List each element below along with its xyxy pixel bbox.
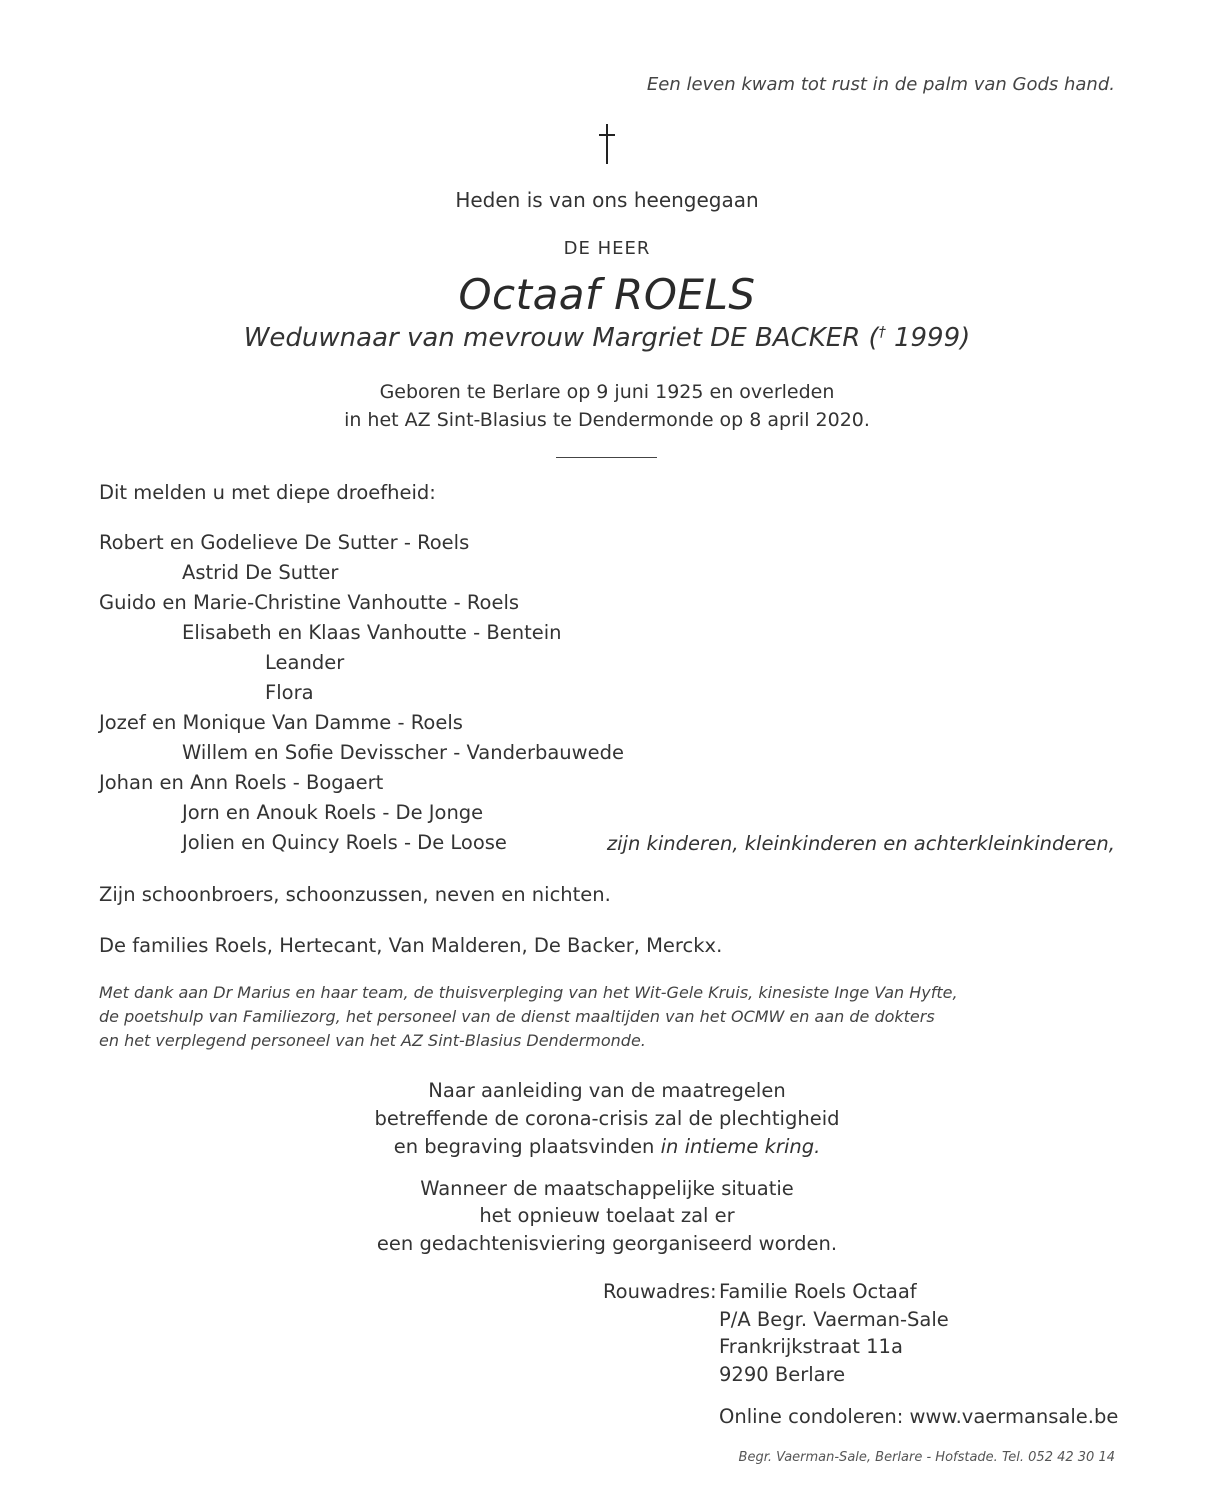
spouse-suffix: 1999) <box>885 323 971 353</box>
cross-icon <box>0 122 1214 168</box>
address-line-2: P/A Begr. Vaerman-Sale <box>719 1308 949 1331</box>
family-member: Flora <box>265 681 314 704</box>
birth-line-2: in het AZ Sint-Blasius te Dendermonde op 8 april 2020. <box>344 409 870 431</box>
address-line-1: Familie Roels Octaaf <box>719 1280 917 1303</box>
family-member: Astrid De Sutter <box>182 561 339 584</box>
corona-emphasis: in intieme kring. <box>660 1135 821 1158</box>
memorial-line-1: Wanneer de maatschappelijke situatie <box>420 1177 794 1200</box>
other-relatives: Zijn schoonbroers, schoonzussen, neven en nichten. <box>99 883 611 906</box>
spouse-prefix: Weduwnaar van mevrouw Margriet DE BACKER ( <box>243 323 879 353</box>
family-member: Jolien en Quincy Roels - De Loose <box>182 831 507 854</box>
address-label: Rouwadres: <box>603 1280 717 1303</box>
intro-text: Heden is van ons heengegaan <box>455 188 759 212</box>
corona-line-3-prefix: en begraving plaatsvinden <box>393 1135 661 1158</box>
family-member: Jozef en Monique Van Damme - Roels <box>99 711 463 734</box>
thanks-line-3: en het verplegend personeel van het AZ Sint-Blasius Dendermonde. <box>99 1031 646 1050</box>
address-line-3: Frankrijkstraat 11a <box>719 1335 903 1358</box>
birth-line-1: Geboren te Berlare op 9 juni 1925 en overleden <box>379 381 835 403</box>
corona-line-1: Naar aanleiding van de maatregelen <box>428 1079 786 1102</box>
thanks-line-2: de poetshulp van Familiezorg, het personeel van de dienst maaltijden van het OCMW en aan de dokters <box>99 1007 935 1026</box>
spouse-line <box>0 323 1214 353</box>
cross-symbol: † <box>878 324 886 341</box>
divider <box>556 457 657 458</box>
corona-line-2: betreffende de corona-crisis zal de plechtigheid <box>374 1107 840 1130</box>
online-condolence-link[interactable]: Online condoleren: www.vaermansale.be <box>719 1405 1119 1428</box>
relation-text: zijn kinderen, kleinkinderen en achterkleinkinderen, <box>606 832 1115 855</box>
announcement: Dit melden u met diepe droefheid: <box>99 481 436 504</box>
family-member: Guido en Marie-Christine Vanhoutte - Roels <box>99 591 520 614</box>
memorial-line-2: het opnieuw toelaat zal er <box>479 1204 735 1227</box>
motto-text: Een leven kwam tot rust in de palm van Gods hand. <box>646 74 1115 95</box>
corona-line-3 <box>0 1135 1214 1158</box>
family-member: Johan en Ann Roels - Bogaert <box>99 771 384 794</box>
deceased-name: Octaaf ROELS <box>458 270 756 319</box>
address-line-4: 9290 Berlare <box>719 1363 846 1386</box>
honorific-title: DE HEER <box>563 238 651 259</box>
thanks-line-1: Met dank aan Dr Marius en haar team, de thuisverpleging van het Wit-Gele Kruis, kinesiste Inge Van Hyfte, <box>99 983 958 1002</box>
family-member: Elisabeth en Klaas Vanhoutte - Bentein <box>182 621 562 644</box>
family-member: Leander <box>265 651 345 674</box>
funeral-home-footer: Begr. Vaerman-Sale, Berlare - Hofstade. Tel. 052 42 30 14 <box>738 1450 1115 1465</box>
memorial-line-3: een gedachtenisviering georganiseerd worden. <box>376 1232 838 1255</box>
family-member: Robert en Godelieve De Sutter - Roels <box>99 531 470 554</box>
families-line: De families Roels, Hertecant, Van Malderen, De Backer, Merckx. <box>99 934 723 957</box>
family-member: Jorn en Anouk Roels - De Jonge <box>182 801 484 824</box>
family-member: Willem en Sofie Devisscher - Vanderbauwede <box>182 741 624 764</box>
